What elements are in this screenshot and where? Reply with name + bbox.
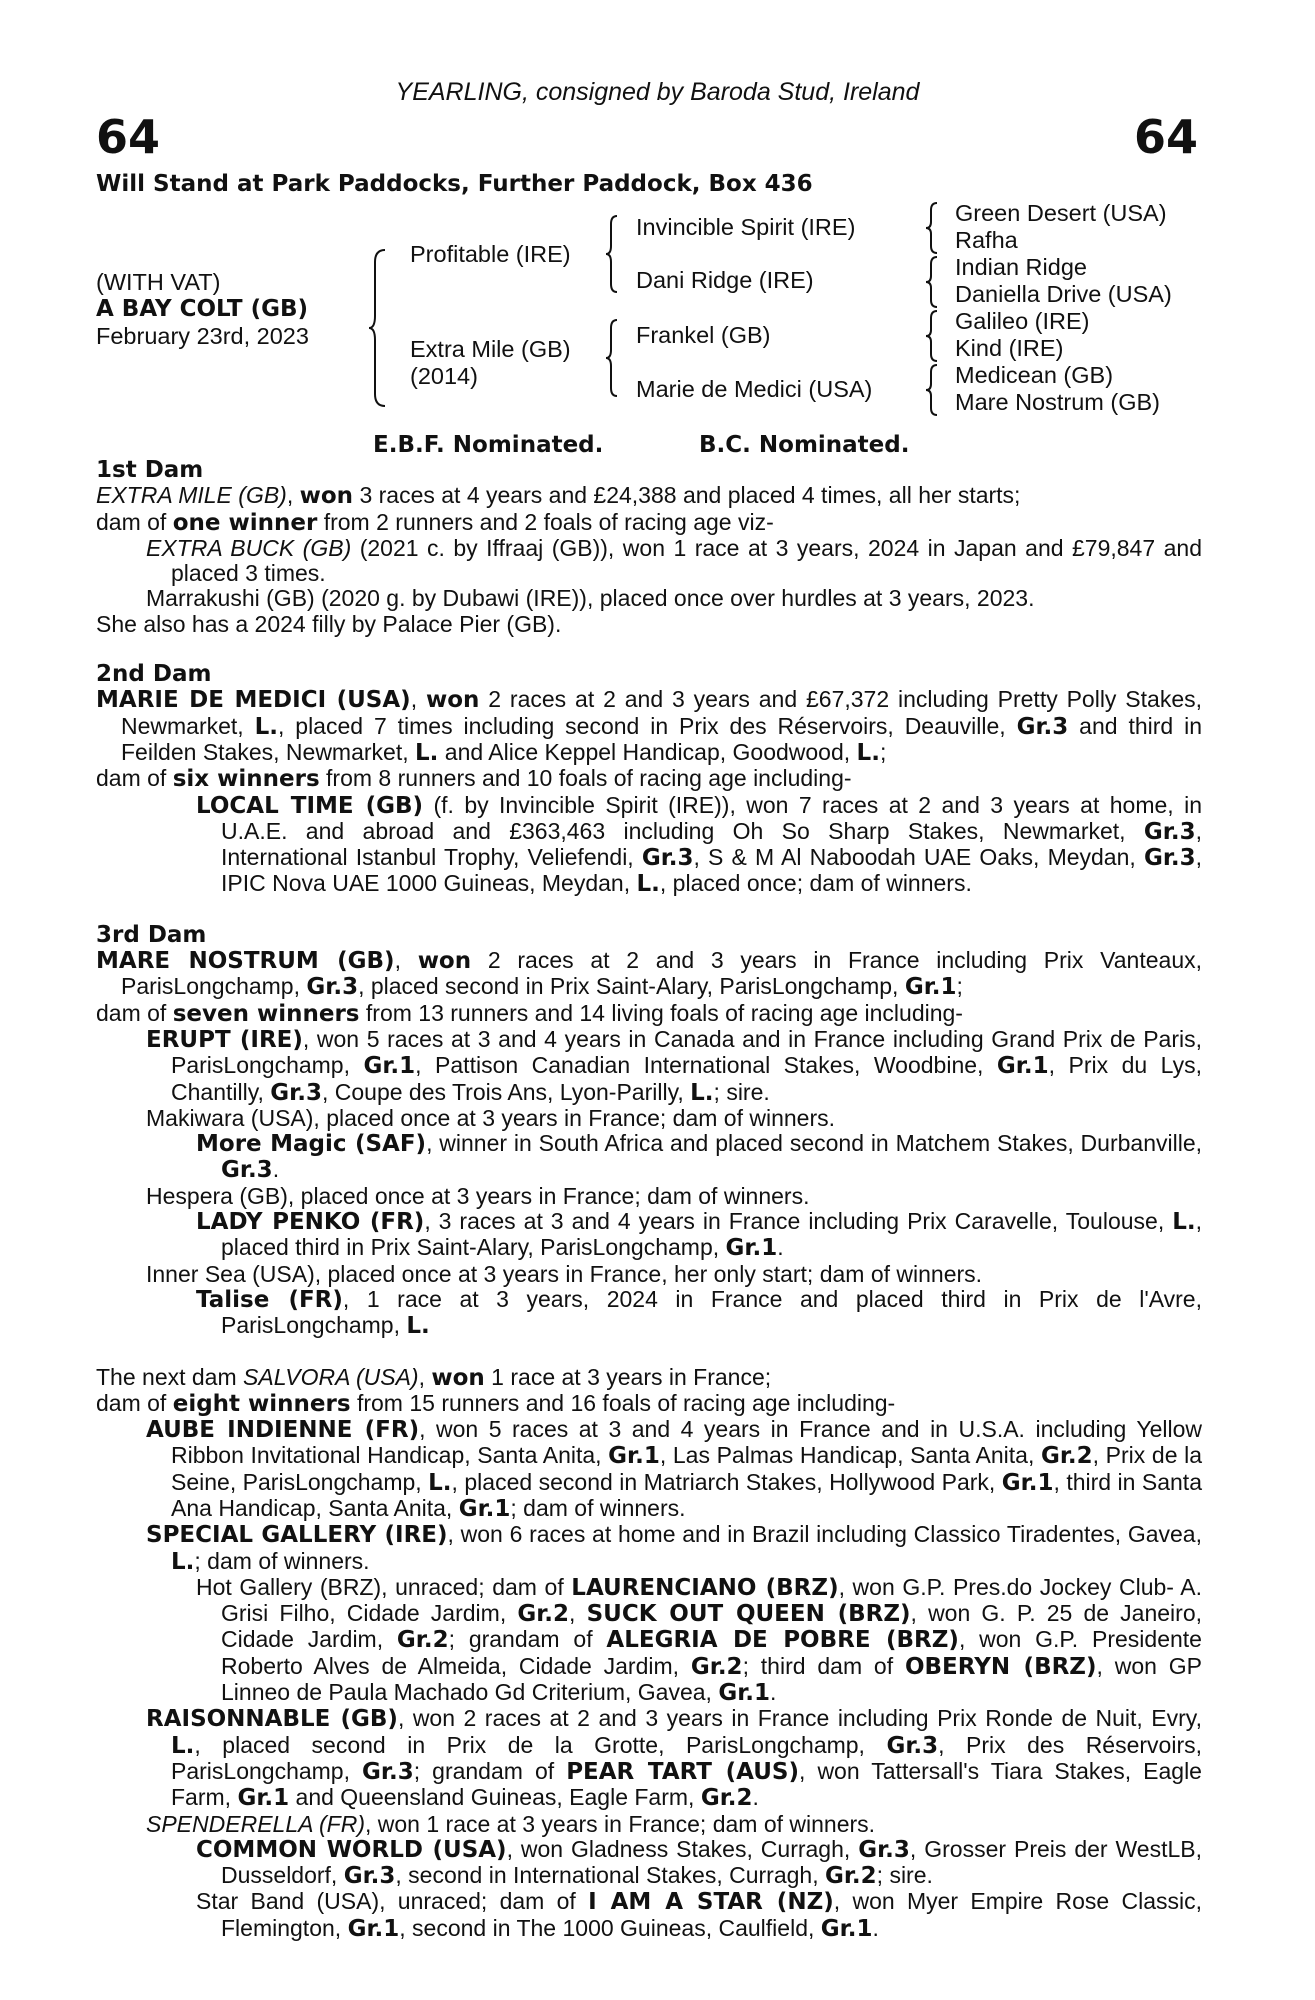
text-run: , [394,947,418,974]
text-run: , Prix du Lys, Chantilly, [171,1052,1202,1105]
text-run: , placed 7 times including second in Prix des Réservoirs, Deauville, [278,712,1017,739]
produce-entry [146,586,1202,611]
text-run: and Queensland Guineas, Eagle Farm, [289,1784,701,1811]
text-run: Talise (FR) [196,1286,343,1313]
dam-section [96,923,1202,1340]
produce-entry [146,1106,1202,1131]
text-run: LADY PENKO (FR) [196,1209,425,1236]
text-run: , Coupe des Trois Ans, Lyon-Parilly, [321,1078,691,1105]
text-run: Hot Gallery (BRZ), unraced; dam of [196,1573,572,1600]
text-run: Gr.1 [347,1915,400,1942]
text-run: Gr.1 [1001,1469,1054,1496]
text-run: ; [879,738,887,765]
text-run: Gr.3 [306,974,359,1001]
text-run: and Alice Keppel Handicap, Goodwood, [438,738,857,765]
text-run: L. [406,1313,430,1340]
text-run: , 1 race at 3 years, 2024 in France and placed third in Prix de l'Avre, ParisLongchamp, [221,1285,1202,1339]
produce-entry [96,483,1202,509]
text-run: seven winners [172,1000,360,1027]
text-run: , placed second in Prix Saint-Alary, ParisLongchamp, [358,973,905,1000]
foaling-date: February 23rd, 2023 [96,323,309,349]
text-run: won [431,1364,485,1391]
text-run: , won 2 races at 2 and 3 years in France including Prix Ronde de Nuit, Evry, [397,1705,1202,1732]
dam-name: Extra Mile (GB) [410,336,571,362]
text-run: Gr.3 [641,845,694,872]
text-run: won [425,687,480,714]
text-run: Gr.2 [396,1627,449,1654]
produce-entry [196,1209,1202,1262]
text-run: Gr.1 [363,1053,416,1080]
text-run: eight winners [172,1390,351,1417]
produce-entry [96,612,1202,637]
text-run: , [569,1600,587,1627]
lot-number-left: 64 [96,110,161,164]
pedigree-brace [367,248,389,408]
text-run: Gr.2 [517,1601,570,1628]
text-run: More Magic (SAF) [196,1131,427,1158]
great-grandsire-4: Daniella Drive (USA) [955,281,1172,307]
text-run: L. [856,739,880,766]
text-run: Gr.1 [996,1053,1049,1080]
text-run: dam of [96,508,173,535]
text-run: (2021 c. by Iffraaj (GB)), won 1 race at 3 years, 2024 in Japan and £79,847 and placed 3 times. [171,534,1202,587]
text-run: She also has a 2024 filly by Palace Pier (GB). [96,610,562,637]
text-run: , third in Santa Ana Handicap, Santa Anita, [171,1468,1202,1521]
text-run: , Pattison Canadian International Stakes, Woodbine, [415,1052,997,1079]
produce-entry [196,1131,1202,1184]
pedigree-brace [924,363,940,417]
text-run: MARIE DE MEDICI (USA) [96,687,411,714]
text-run: Gr.2 [700,1785,753,1812]
text-run: L. [428,1469,452,1496]
text-run: EXTRA MILE (GB) [96,482,287,509]
text-run: , won 5 races at 3 and 4 years in France and in U.S.A. including Yellow Ribbon Invitational Handicap, Santa Anita, [171,1416,1202,1469]
text-run: EXTRA BUCK (GB) [146,534,352,561]
text-run: I AM A STAR (NZ) [588,1889,834,1916]
text-run: dam of [96,999,173,1026]
text-run: Gr.3 [1143,845,1196,872]
great-grandsire-5: Galileo (IRE) [955,308,1090,334]
text-run: , Prix des Réservoirs, ParisLongchamp, [171,1731,1202,1784]
text-run: Gr.3 [886,1732,939,1759]
text-run: RAISONNABLE (GB) [146,1706,398,1733]
text-run: , won Tattersall's Tiara Stakes, Eagle Farm, [171,1757,1202,1811]
text-run: and third in Feilden Stakes, Newmarket, [121,712,1202,765]
text-run: ERUPT (IRE) [146,1026,303,1053]
text-run: 1 race at 3 years in France; [484,1363,772,1390]
text-run: Makiwara (USA), placed once at 3 years in France; dam of winners. [146,1104,836,1131]
text-run: L. [636,871,660,898]
text-run: , placed third in Prix Saint-Alary, ParisLongchamp, [221,1208,1202,1261]
produce-entry [146,1262,1202,1287]
produce-record [96,458,1202,1942]
text-run: . [777,1234,784,1261]
produce-entry [196,1287,1202,1340]
text-run: The next dam [96,1363,244,1390]
dam-year: (2014) [410,363,478,389]
section-spacer [96,1340,1202,1365]
text-run: , won G.P. Presidente Roberto Alves de Almeida, Cidade Jardim, [221,1626,1202,1679]
sire-sire: Invincible Spirit (IRE) [636,214,856,240]
text-run: SUCK OUT QUEEN (BRZ) [586,1601,911,1628]
ebf-nomination: E.B.F. Nominated. [373,432,604,458]
produce-entry [96,1365,1202,1391]
text-run: Gr.1 [725,1235,778,1262]
text-run: (f. by Invincible Spirit (IRE)), won 7 races at 2 and 3 years at home, in U.A.E. and abroad and £363,463 including Oh So Sharp Stakes, Newmarket, [221,791,1202,844]
text-run: MARE NOSTRUM (GB) [96,948,395,975]
text-run: , winner in South Africa and placed second in Matchem Stakes, Durbanville, [426,1130,1203,1157]
text-run: SALVORA (USA) [243,1363,419,1390]
text-run: Gr.2 [1040,1443,1093,1470]
text-run: Hespera (GB), placed once at 3 years in France; dam of winners. [146,1182,810,1209]
text-run: from 15 runners and 16 foals of racing age including- [350,1389,896,1416]
text-run: ; dam of winners. [510,1494,686,1521]
text-run: Gr.2 [690,1653,743,1680]
text-run: Gr.3 [858,1836,910,1863]
produce-entry [146,1184,1202,1209]
text-run: 3 races at 4 years and £24,388 and placed 4 times, all her starts; [353,482,1021,509]
text-run: won [299,483,354,510]
text-run: Gr.3 [362,1758,414,1785]
text-run: ; dam of winners. [194,1547,370,1574]
text-run: from 13 runners and 14 living foals of racing age including- [359,999,963,1026]
pedigree-brace [924,255,940,309]
text-run: , won Myer Empire Rose Classic, Flemington, [221,1888,1203,1941]
text-run: L. [415,739,439,766]
text-run: COMMON WORLD (USA) [196,1836,507,1863]
vat-note: (WITH VAT) [96,269,221,295]
text-run: from 8 runners and 10 foals of racing age including- [319,765,852,792]
text-run: , placed second in Prix de la Grotte, ParisLongchamp, [194,1731,887,1758]
section-heading: 3rd Dam [96,921,207,948]
text-run: dam of [96,765,173,792]
text-run: , won 1 race at 3 years in France; dam of winners. [364,1810,876,1837]
great-grandsire-6: Kind (IRE) [955,335,1064,361]
produce-entry [146,1417,1202,1522]
text-run: Inner Sea (USA), placed once at 3 years in France, her only start; dam of winners. [146,1260,983,1287]
produce-entry [196,1889,1202,1942]
sire-dam: Dani Ridge (IRE) [636,267,814,293]
text-run: , Grosser Preis der WestLB, Dusseldorf, [221,1835,1203,1889]
text-run: 2 races at 2 and 3 years and £67,372 including Pretty Polly Stakes, Newmarket, [121,686,1203,739]
lot-number-right: 64 [1133,110,1198,164]
text-run: L. [254,713,278,740]
text-run: L. [690,1079,714,1106]
text-run: SPECIAL GALLERY (IRE) [146,1522,448,1549]
text-run: LOCAL TIME (GB) [196,792,424,819]
text-run: from 2 runners and 2 foals of racing age viz- [317,508,774,535]
dam-dam: Marie de Medici (USA) [636,376,873,402]
text-run: , won 6 races at home and in Brazil including Classico Tiradentes, Gavea, [447,1521,1202,1548]
sire-name: Profitable (IRE) [410,241,571,267]
text-run: , second in International Stakes, Curragh, [395,1862,825,1889]
text-run: , won G.P. Pres.do Jockey Club- A. Grisi Filho, Cidade Jardim, [221,1573,1202,1627]
text-run: , S & M Al Naboodah UAE Oaks, Meydan, [693,844,1144,871]
produce-entry [96,687,1202,766]
produce-entry [196,1837,1202,1890]
text-run: , [286,482,300,509]
produce-entry [146,1706,1202,1811]
pedigree-brace [604,318,620,398]
text-run: . [770,1679,777,1706]
text-run: . [872,1914,879,1941]
text-run: LAURENCIANO (BRZ) [571,1574,839,1601]
text-run: dam of [96,1389,173,1416]
produce-entry [96,510,1202,536]
dam-section [96,662,1202,898]
text-run: Gr.1 [608,1443,660,1470]
text-run: ALEGRIA DE POBRE (BRZ) [606,1627,959,1654]
stand-location: Will Stand at Park Paddocks, Further Paddock, Box 436 [96,171,813,197]
pedigree-brace [604,214,620,294]
text-run: 2 races at 2 and 3 years in France including Prix Vanteaux, ParisLongchamp, [121,947,1202,1000]
produce-entry [146,1812,1202,1837]
section-heading: 1st Dam [96,457,204,483]
text-run: , won 5 races at 3 and 4 years in Canada and in France including Grand Prix de Paris, ParisLongchamp, [171,1025,1203,1079]
text-run: , second in The 1000 Guineas, Caulfield, [399,1914,821,1941]
text-run: Gr.3 [1143,818,1196,845]
text-run: Gr.1 [718,1680,771,1707]
text-run: , IPIC Nova UAE 1000 Guineas, Meydan, [221,844,1203,897]
great-grandsire-2: Rafha [955,227,1018,253]
text-run: one winner [172,509,318,536]
bc-nomination: B.C. Nominated. [699,432,910,458]
text-run: . [752,1784,759,1811]
text-run: , [418,1363,432,1390]
text-run: AUBE INDIENNE (FR) [146,1417,420,1444]
text-run: Gr.3 [270,1079,322,1106]
text-run: Gr.1 [904,974,957,1001]
text-run: Gr.1 [820,1915,873,1942]
dam-section [96,1365,1202,1943]
great-grandsire-7: Medicean (GB) [955,362,1114,388]
text-run: ; sire. [713,1078,770,1105]
text-run: Gr.3 [221,1157,273,1184]
text-run: , Prix de la Seine, ParisLongchamp, [171,1442,1203,1495]
consignment-line: YEARLING, consigned by Baroda Stud, Ireland [395,78,920,106]
pedigree-brace [924,201,940,255]
section-spacer [96,637,1202,662]
horse-name: A BAY COLT (GB) [96,296,309,322]
text-run: L. [171,1732,195,1759]
text-run: ; grandam of [413,1757,567,1784]
produce-entry [196,793,1202,898]
section-heading: 2nd Dam [96,661,212,688]
text-run: Gr.3 [343,1863,396,1890]
text-run: Gr.1 [237,1785,290,1812]
text-run: ; grandam of [448,1626,607,1653]
dam-section [96,458,1202,637]
great-grandsire-3: Indian Ridge [955,254,1087,280]
dam-sire: Frankel (GB) [636,322,771,348]
produce-entry [146,536,1202,587]
text-run: , 3 races at 3 and 4 years in France including Prix Caravelle, Toulouse, [424,1208,1173,1235]
text-run: , won Gladness Stakes, Curragh, [506,1835,859,1862]
text-run: . [272,1156,280,1183]
produce-entry [146,1027,1202,1106]
text-run: , International Istanbul Trophy, Veliefendi, [221,817,1202,871]
text-run: , placed once; dam of winners. [659,870,972,897]
produce-entry [96,766,1202,792]
text-run: OBERYN (BRZ) [904,1653,1097,1680]
text-run: won [417,948,472,975]
great-grandsire-8: Mare Nostrum (GB) [955,389,1160,415]
produce-entry [96,1001,1202,1027]
text-run: , [410,686,426,713]
text-run: ; third dam of [742,1652,905,1679]
text-run: , Las Palmas Handicap, Santa Anita, [659,1442,1041,1469]
text-run: , won G. P. 25 de Janeiro, Cidade Jardim, [221,1600,1202,1653]
text-run: Star Band (USA), unraced; dam of [196,1888,589,1915]
produce-entry [196,1575,1202,1706]
text-run: ; sire. [876,1862,933,1889]
text-run: Marrakushi (GB) (2020 g. by Dubawi (IRE)), placed once over hurdles at 3 years, 2023. [146,585,1035,612]
pedigree-brace [924,309,940,363]
section-spacer [96,898,1202,923]
text-run: Gr.3 [1016,713,1069,740]
text-run: Gr.2 [824,1863,877,1890]
text-run: six winners [172,766,320,793]
produce-entry [96,1391,1202,1417]
produce-entry [146,1522,1202,1575]
text-run: L. [171,1548,195,1575]
text-run: , placed second in Matriarch Stakes, Hollywood Park, [451,1468,1002,1495]
text-run: , won GP Linneo de Paula Machado Gd Criterium, Gavea, [221,1652,1202,1706]
great-grandsire-1: Green Desert (USA) [955,200,1167,226]
text-run: SPENDERELLA (FR) [146,1810,365,1837]
text-run: ; [956,973,963,1000]
text-run: Gr.1 [458,1495,511,1522]
text-run: PEAR TART (AUS) [566,1758,800,1785]
produce-entry [96,948,1202,1001]
text-run: L. [1172,1209,1196,1236]
